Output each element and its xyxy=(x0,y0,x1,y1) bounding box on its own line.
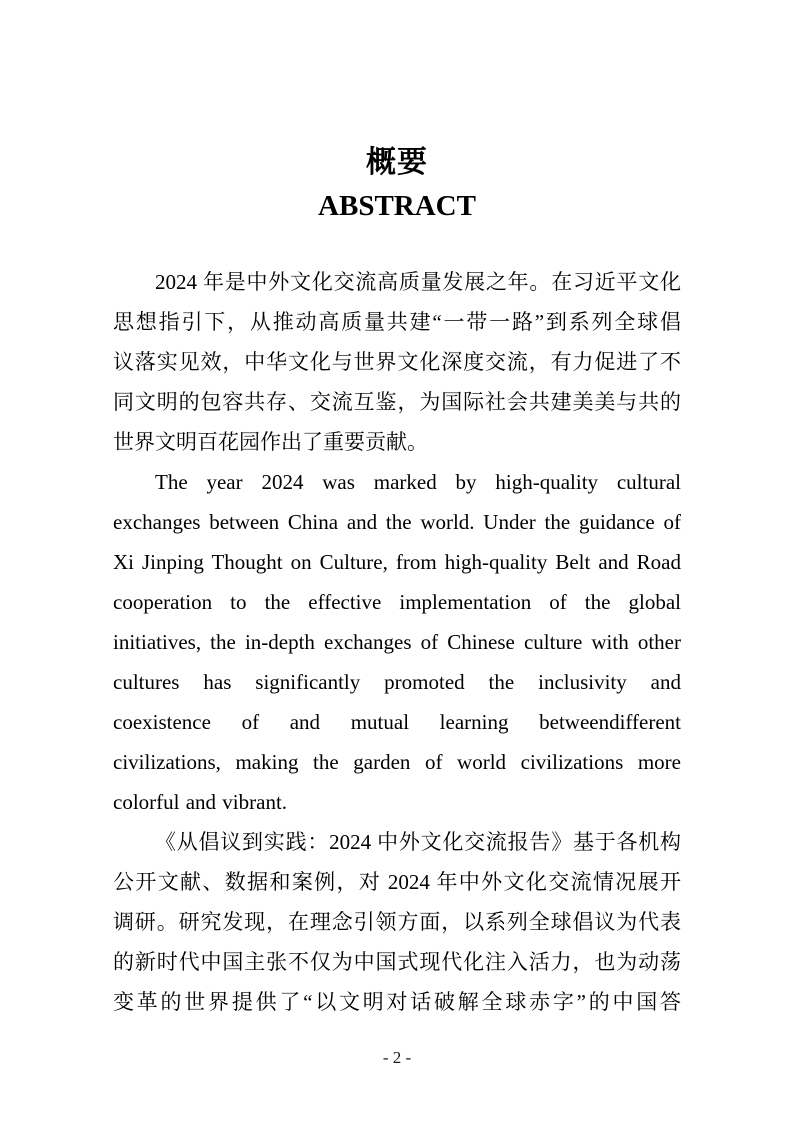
text-line: exchanges between China and the world. Under the guidance of xyxy=(113,510,681,534)
page-title-english: ABSTRACT xyxy=(318,190,476,222)
page-title-chinese: 概要 xyxy=(366,146,428,179)
text-line: 的新时代中国主张不仅为中国式现代化注入活力，也为动荡 xyxy=(113,950,681,974)
paragraph xyxy=(113,262,681,462)
page-number: - 2 - xyxy=(382,1048,412,1067)
text-line: 世界文明百花园作出了重要贡献。 xyxy=(113,430,428,454)
text-line: 2024 年是中外文化交流高质量发展之年。在习近平文化 xyxy=(155,270,681,294)
text-line: initiatives, the in-depth exchanges of Chinese culture with other xyxy=(113,630,681,654)
text-line: colorful and vibrant. xyxy=(113,790,288,814)
document-body xyxy=(113,262,681,1022)
text-line: 变革的世界提供了“以文明对话破解全球赤字”的中国答 xyxy=(113,990,681,1014)
text-line: civilizations, making the garden of world civilizations more xyxy=(113,750,681,774)
text-line: 公开文献、数据和案例，对 2024 年中外文化交流情况展开 xyxy=(113,870,681,894)
text-line: 《从倡议到实践：2024 中外文化交流报告》基于各机构 xyxy=(155,830,681,854)
text-line: The year 2024 was marked by high-quality cultural xyxy=(155,470,681,494)
text-line: 思想指引下，从推动高质量共建“一带一路”到系列全球倡 xyxy=(113,310,681,334)
text-line: 调研。研究发现，在理念引领方面，以系列全球倡议为代表 xyxy=(113,910,681,934)
text-line: 同文明的包容共存、交流互鉴，为国际社会共建美美与共的 xyxy=(113,390,681,414)
text-line: 议落实见效，中华文化与世界文化深度交流，有力促进了不 xyxy=(113,350,681,374)
paragraph xyxy=(113,822,681,1022)
page-content xyxy=(113,146,681,1022)
text-line: Xi Jinping Thought on Culture, from high-quality Belt and Road xyxy=(113,550,681,574)
text-line: cultures has significantly promoted the inclusivity and xyxy=(113,670,681,694)
text-line: coexistence of and mutual learning betweendifferent xyxy=(113,710,681,734)
paragraph xyxy=(113,462,681,822)
text-line: cooperation to the effective implementation of the global xyxy=(113,590,681,614)
